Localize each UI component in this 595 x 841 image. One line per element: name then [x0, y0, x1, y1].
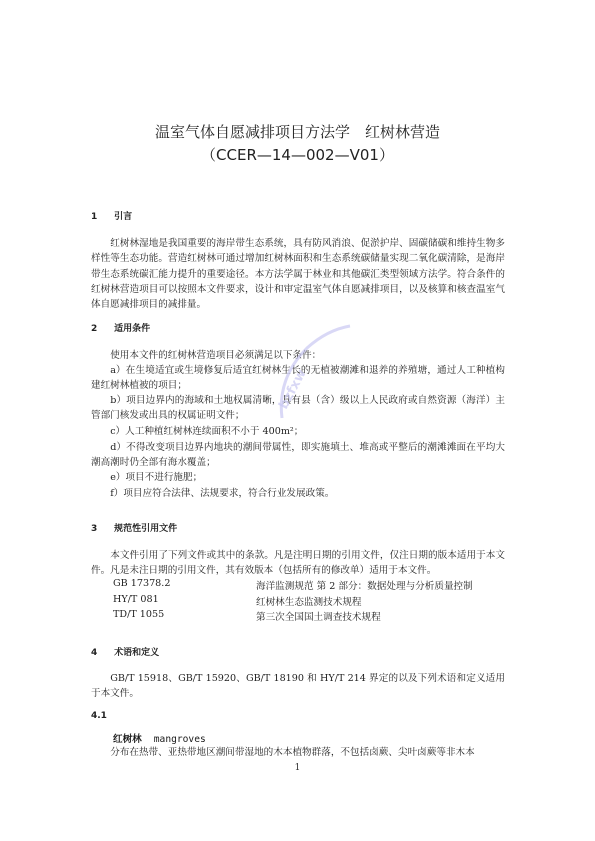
term-name: 红树林 — [113, 734, 142, 745]
condition-item-d: d）不得改变项目边界内地块的潮间带属性，即实施填土、堆高或平整后的潮滩滩面在平均大潮高潮时仍全部有海水覆盖； — [91, 442, 505, 469]
section-3-paragraph: 本文件引用了下列文件或其中的条款。凡是注明日期的引用文件，仅注日期的版本适用于本文件。凡是未注日期的引用文件，其有效版本（包括所有的修改单）适用于本文件。 — [91, 550, 505, 577]
section-1-heading — [91, 209, 132, 222]
section-1-paragraph: 红树林湿地是我国重要的海岸带生态系统，具有防风消浪、促淤护岸、固碳储碳和维持生物多样性等生态功能。营造红树林可通过增加红树林面积和生态系统碳储量实现二氧化碳清除，是海岸带生态系统碳汇能力提升的重要途径。本方法学属于林业和其他碳汇类型领域方法学。符合条件的红树林营造项目可以按照本文件要求，设计和审定温室气体自愿减排项目，以及核算和核查温室气体自愿减排项目的减排量。 — [91, 238, 505, 311]
condition-item-a: a）在生境适宜或生境修复后适宜红树林生长的无植被潮滩和退养的养殖塘，通过人工种植构建红树林植被的项目； — [91, 365, 505, 392]
section-number: 3 — [91, 524, 98, 534]
watermark-logo — [272, 318, 362, 428]
section-number: 4 — [91, 648, 98, 658]
svg-text:bzfxw: bzfxw — [276, 366, 310, 412]
section-number: 2 — [91, 324, 98, 334]
reference-code: TD/T 1055 — [113, 609, 165, 620]
reference-code: GB 17378.2 — [113, 578, 171, 589]
section-number: 1 — [91, 212, 98, 222]
section-2-heading — [91, 321, 150, 334]
condition-item-b: b）项目边界内的海域和土地权属清晰，具有县（含）级以上人民政府或自然资源（海洋）主管部门核发或出具的权属证明文件； — [91, 395, 505, 422]
reference-title: 海洋监测规范 第 2 部分：数据处理与分析质量控制 — [256, 581, 473, 592]
section-4-heading — [91, 645, 159, 658]
reference-title: 第三次全国国土调查技术规程 — [256, 612, 381, 623]
document-subtitle-code: （CCER—14—002—V01） — [201, 146, 394, 164]
section-3-heading — [91, 521, 177, 534]
document-title: 温室气体自愿减排项目方法学 红树林营造 — [154, 123, 440, 141]
page-number: 1 — [294, 763, 301, 773]
term-english: mangroves — [153, 734, 206, 745]
section-title: 术语和定义 — [114, 648, 160, 658]
condition-item-e: e）项目不进行施肥； — [110, 472, 203, 483]
term-definition: 分布在热带、亚热带地区潮间带湿地的木本植物群落，不包括卤蕨、尖叶卤蕨等非木本 — [110, 747, 475, 758]
section-title: 规范性引用文件 — [114, 524, 178, 534]
term-heading — [113, 731, 206, 745]
section-title: 适用条件 — [114, 324, 151, 334]
section-2-intro: 使用本文件的红树林营造项目必须满足以下条件： — [110, 350, 322, 361]
term-number: 4.1 — [91, 711, 107, 721]
condition-item-f: f）项目应符合法律、法规要求，符合行业发展政策。 — [110, 488, 335, 499]
section-4-paragraph: GB/T 15918、GB/T 15920、GB/T 18190 和 HY/T 214 界定的以及下列术语和定义适用于本文件。 — [91, 673, 505, 700]
condition-item-c: c）人工种植红树林连续面积不小于 400m²； — [110, 426, 304, 437]
reference-code: HY/T 081 — [113, 594, 159, 605]
reference-title: 红树林生态监测技术规程 — [256, 597, 362, 608]
section-title: 引言 — [114, 212, 133, 222]
